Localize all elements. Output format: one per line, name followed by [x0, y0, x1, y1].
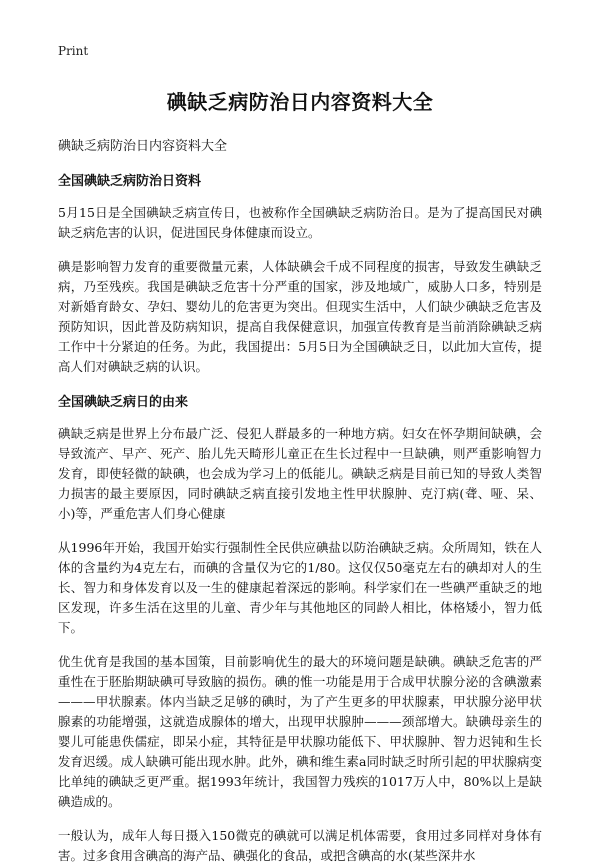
paragraph: 5月15日是全国碘缺乏病宣传日，也被称作全国碘缺乏病防治日。是为了提高国民对碘缺乏病危害的认识，促进国民身体健康而设立。: [58, 205, 542, 240]
paragraph: 碘缺乏病是世界上分布最广泛、侵犯人群最多的一种地方病。妇女在怀孕期间缺碘，会导致流产、早产、死产、胎儿先天畸形儿童正在生长过程中一旦缺碘，则严重影响智力发育，即使轻微的缺碘，也会成为学习上的低能儿。碘缺乏病是目前已知的导致人类智力损害的最主要原因，同时碘缺乏病直接引发地主性甲状腺肿、克汀病(聋、哑、呆、小)等，严重危害人们身心健康: [58, 426, 542, 521]
paragraph: 从1996年开始，我国开始实行强制性全民供应碘盐以防治碘缺乏病。众所周知，铁在人体的含量约为4克左右，而碘的含量仅为它的1/80。这仅仅50毫克左右的碘却对人的生长、智力和身体发育以及一生的健康起着深远的影响。科学家们在一些碘严重缺乏的地区发现，许多生活在这里的儿童、青少年与其他地区的同龄人相比，体格矮小，智力低下。: [58, 540, 542, 635]
paragraph: 一般认为，成年人每日摄入150微克的碘就可以满足机体需要，食用过多同样对身体有害。过多食用含碘高的海产品、碘强化的食品，或把含碘高的水(某些深井水: [58, 828, 542, 863]
page-title: 碘缺乏病防治日内容资料大全: [166, 90, 434, 114]
paragraph: 优生优育是我国的基本国策，目前影响优生的最大的环境问题是缺碘。碘缺乏危害的严重性在于胚胎期缺碘可导致脑的损伤。碘的惟一功能是用于合成甲状腺分泌的含碘激素———甲状腺素。体内当缺乏足够的碘时，为了产生更多的甲状腺素，甲状腺分泌甲状腺素的功能增强，这就造成腺体的增大，出现甲状腺肿———颈部增大。缺碘母亲生的婴儿可能患佚儒症，即呆小症，其特征是甲状腺功能低下、甲状腺肿、智力迟钝和生长发育迟缓。成人缺碘可能出现水肿。此外，碘和维生素a同时缺乏时所引起的甲状腺病变比单纯的碘缺乏更严重。据1993年统计，我国智力残疾的1017万人中，80%以上是缺碘造成的。: [58, 654, 542, 809]
document-subtitle: 碘缺乏病防治日内容资料大全: [58, 139, 228, 154]
section-heading: 全国碘缺乏病日的由来: [58, 395, 189, 410]
section-2: [58, 391, 542, 866]
section-1: [58, 170, 542, 377]
section-heading: 全国碘缺乏病防治日资料: [58, 174, 202, 189]
paragraph: 碘是影响智力发育的重要微量元素，人体缺碘会千成不同程度的损害，导致发生碘缺乏病，乃至残疾。我国是碘缺乏危害十分严重的国家，涉及地域广，威胁人口多，特别是对新婚育龄女、孕妇、婴幼儿的危害更为突出。但现实生活中，人们缺少碘缺乏危害及预防知识，因此普及防病知识，提高自我保健意识，加强宣传教育是当前消除碘缺乏病工作中十分紧迫的任务。为此，我国提出：5月5日为全国碘缺乏日，以此加大宣传，提高人们对碘缺乏病的认识。: [58, 259, 542, 374]
print-label: Print: [58, 44, 89, 58]
